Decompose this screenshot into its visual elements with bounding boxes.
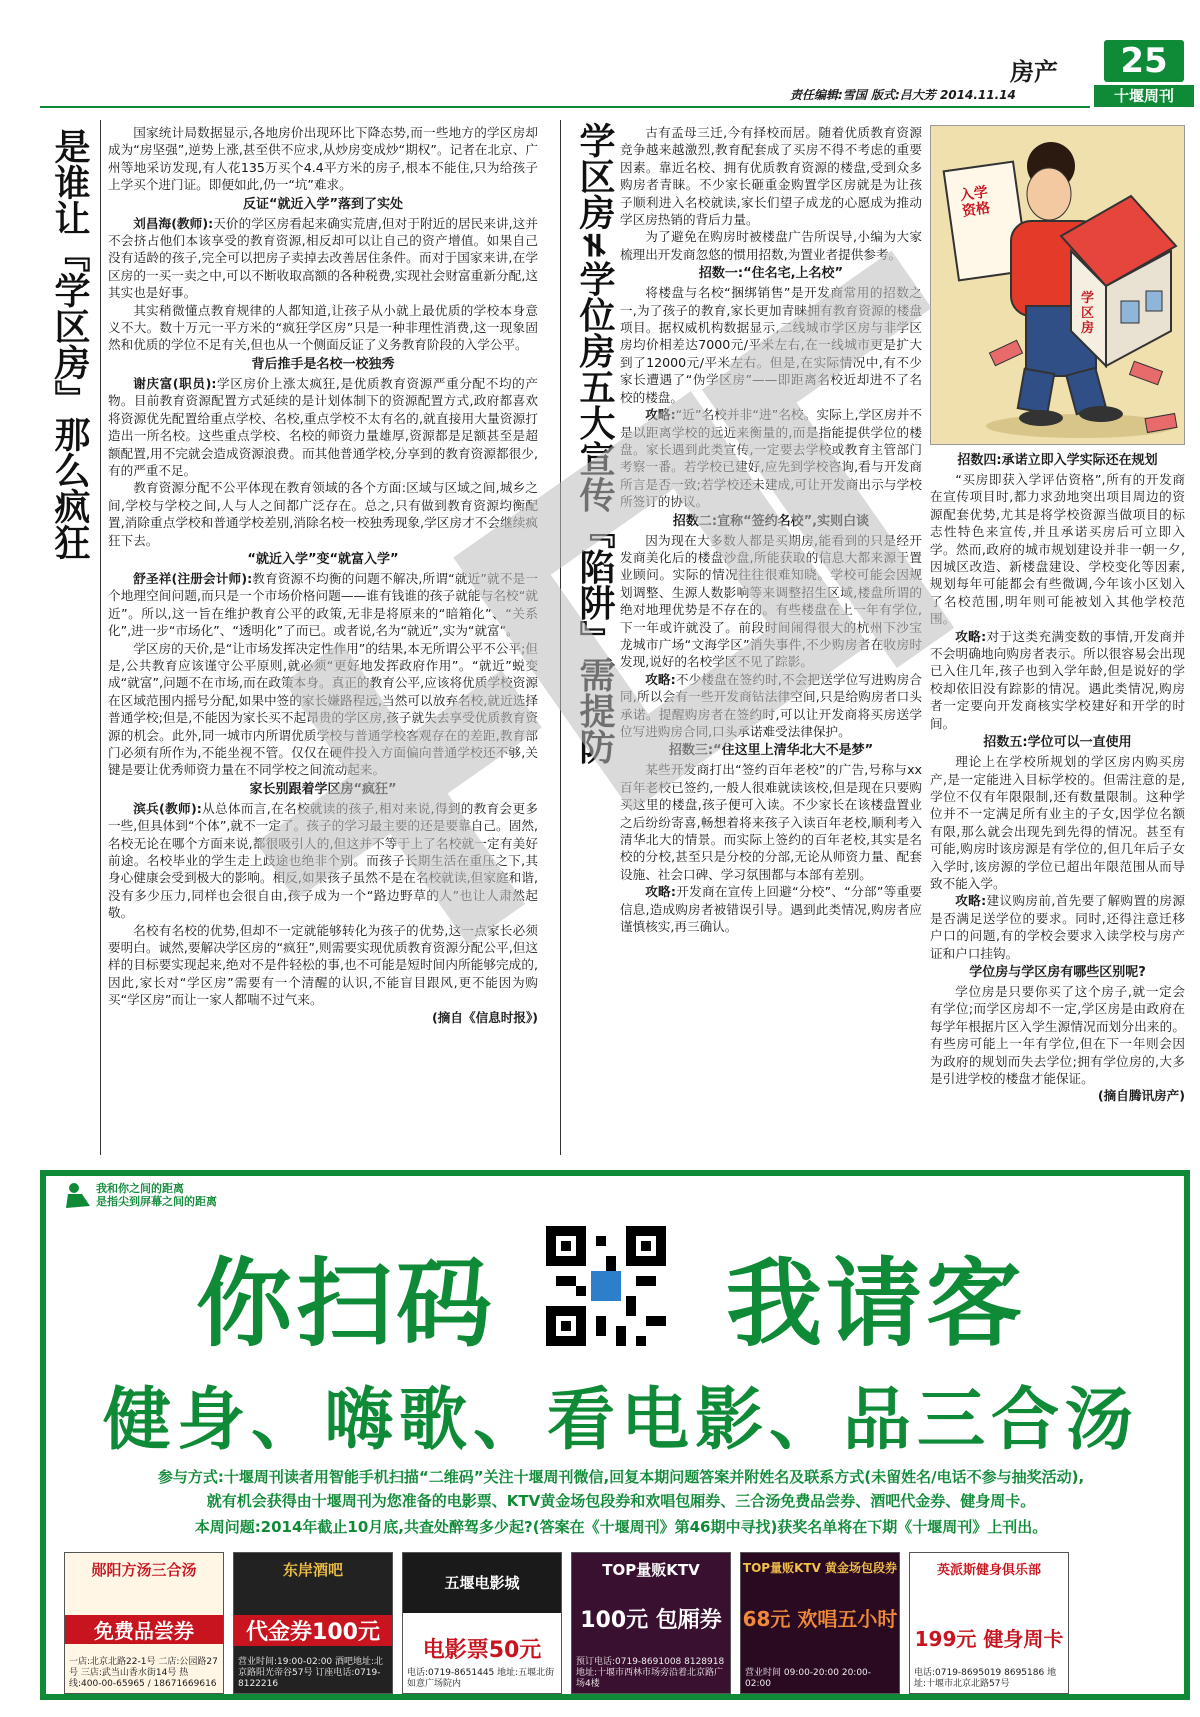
paragraph: 学区房价上涨太疯狂,是优质教育资源严重分配不均的产物。目前教育资源配置方式延续的是计划体制下的资源配置方式,政府都喜欢将资源优先配置给重点学校、名校,重点学校不太有名的,就直接用大量资源打造出一所名校。这些重点学校、名校的师资力量雄厚,资源都是足额甚至是超额配置,用不完就会造成资源浪费。而其他普通学校,分享到的教育资源都很少,有的严重不足。 bbox=[108, 375, 538, 478]
ad-slogan bbox=[96, 1182, 217, 1208]
paragraph: 对于这类充满变数的事情,开发商并不会明确地向购房者表示。所以很容易会出现已入住几年,孩子也到入学年龄,但是说好的学校却依旧没有踪影的情况。遇此类情况,购房者一定要向开发商核实学校建好和开学的时间。 bbox=[930, 628, 1185, 731]
subhead: 背后推手是名校一校独秀 bbox=[251, 356, 395, 372]
paragraph: 天价的学区房看起来确实荒唐,但对于附近的居民来讲,这并不会挤占他们本该享受的教育资源,相反却可以让自己的资产增值。如果自己没有适龄的孩子,完全可以把房子卖掉去改善居住条件。而对于国家来讲,在学区房的一买一卖之中,可以不断收取高额的各种税费,实现社会财富重新分配,这其实也是好事。 bbox=[108, 215, 538, 301]
section-name: 房产 bbox=[1010, 57, 1058, 86]
subhead: 招数二:宣称“签约名校”,实则白谈 bbox=[672, 513, 870, 529]
divider bbox=[560, 120, 561, 1155]
coupon-value: 199元 健身周卡 bbox=[914, 1627, 1064, 1651]
ad-headline-left: 你扫码 bbox=[196, 1248, 496, 1360]
slogan-line: 是指尖到屏幕之间的距离 bbox=[96, 1195, 217, 1208]
coupon-info: 电话:0719-8695019 8695186 地址:十堰市北京北路57号 bbox=[914, 1668, 1057, 1689]
paragraph: 为了避免在购房时被楼盘广告所误导,小编为大家梳理出开发商忽悠的惯用招数,为置业者提供参考。 bbox=[620, 229, 922, 262]
coupon-gym bbox=[909, 1552, 1069, 1694]
coupon-info: 营业时间:19:00-02:00 酒吧地址:北京路阳光帝谷57号 订座电话:0719-8122216 bbox=[238, 1657, 384, 1689]
subhead: 招数三:“住这里上清华北大不是梦” bbox=[668, 743, 874, 759]
divider bbox=[100, 120, 101, 1155]
article2-title: 学区房≠学位房五大宣传『陷阱』需提防 bbox=[574, 122, 616, 765]
subhead: “就近入学”变“就富入学” bbox=[247, 551, 399, 567]
coupon-title: TOP量贩KTV 黄金场包段券 bbox=[742, 1561, 898, 1575]
illus-sign-text: 入学资格 bbox=[958, 184, 992, 220]
speaker-name: 刘昌海(教师): bbox=[133, 215, 214, 231]
paragraph: 某些开发商打出“签约百年老校”的广告,号称与xx百年老校已签约,一般人很难就读该校,但是现在只要购买这里的楼盘,孩子便可入读。不少家长在该楼盘置业之后纷纷寄喜,畅想着将来孩子入读百年老校,顺利考入清华北大的情景。而实际上签约的百年老校,其实是名校的分校,甚至只是分校的分部,无论从师资力量、配套设施、社会口碑、学习氛围都与本部有差别。 bbox=[620, 762, 922, 882]
coupon-title: 东岸酒吧 bbox=[282, 1561, 343, 1579]
subhead: 招数五:学位可以一直使用 bbox=[983, 735, 1132, 751]
coupon-info: 营业时间 09:00-20:00 20:00-02:00 bbox=[745, 1668, 872, 1689]
coupon-ktv bbox=[571, 1552, 731, 1694]
paragraph: 学位房是只要你买了这个房子,就一定会有学位;而学区房却不一定,学区房是由政府在每学年根据片区入学生源情况而划分出来的。有些房可能上一年有学位,但在下一年则会因为政府的规划而失去学位;拥有学位房的,大多是引进学校的楼盘才能保证。 bbox=[930, 983, 1185, 1086]
paragraph: 理论上在学校所规划的学区房内购买房产,是一定能进入目标学校的。但需注意的是,学位不仅有年限限制,还有数量限制。这种学位并不一定满足所有业主的子女,因学位名额有限,那么就会出现先到先得的情况。甚至有可能,购房时该房源是有学位的,但几年后子女入学时,该房源的学位已超出年限范围从而导致不能入学。 bbox=[930, 754, 1185, 891]
coupon-value: 68元 欢唱五小时 bbox=[742, 1607, 898, 1631]
paragraph: 教育资源分配不公平体现在教育领域的各个方面:区域与区域之间,城乡之间,学校与学校之间,人与人之间都广泛存在。总之,只有做到教育资源均衡配置,消除重点学校和普通学校差别,消除名校一校独秀现象,学区房才不会继续疯狂下去。 bbox=[108, 480, 538, 548]
article1-intro: 国家统计局数据显示,各地房价出现环比下降态势,而一些地方的学区房却成为“房坚强”,逆势上涨,甚至供不应求,从炒房变成炒“期权”。记者在北京、广州等地采访发现,有人花135万买个4.4平方米的房子,根本不能住,只为给孩子上学买个进门证。即便如此,仍一“坑”难求。 bbox=[108, 125, 538, 193]
speaker-name: 舒圣祥(注册会计师): bbox=[133, 570, 253, 586]
coupon-value: 100元 包厢券 bbox=[580, 1608, 722, 1633]
header-rule bbox=[40, 106, 1090, 108]
paragraph: 教育资源不均衡的问题不解决,所谓“就近”就不是一个地理空间问题,而只是一个市场价格问题——谁有钱谁的孩子就能与名校“就近”。所以,这一旨在维护教育公平的政策,无非是将原来的“暗箱化”、“关系化”,进一步“市场化”、“透明化”了而已。或者说,名为“就近”,实为“就富”。 bbox=[108, 570, 538, 639]
subhead: 学位房与学区房有哪些区别呢? bbox=[969, 964, 1146, 980]
coupon-info: 一店:北京北路22-1号 二店:公园路27号 三店:武当山香水街14号 热线:400-00-65965 / 18671669616 bbox=[69, 1657, 218, 1689]
article2-col1 bbox=[620, 124, 922, 935]
ad-subheadline: 健身、嗨歌、看电影、品三合汤 bbox=[102, 1381, 1139, 1460]
coupon-title: 英派斯健身俱乐部 bbox=[936, 1563, 1041, 1578]
coupon-ktv-golden bbox=[740, 1552, 900, 1694]
cartoon-illustration bbox=[930, 125, 1185, 445]
paragraph: 其实稍微懂点教育规律的人都知道,让孩子从小就上最优质的学校本身意义不大。数十万元一平方米的“疯狂学区房”只是一种非理性消费,这一现象固然和优质的学位不足有关,但也从一个侧面反证了义务教育阶段的入学公平。 bbox=[108, 302, 538, 353]
person-icon bbox=[64, 1182, 94, 1210]
coupon-bar bbox=[233, 1552, 393, 1694]
advertisement bbox=[40, 1170, 1190, 1700]
coupon-title: 五堰电影城 bbox=[403, 1553, 561, 1613]
qr-code[interactable] bbox=[546, 1226, 666, 1346]
article2-col2 bbox=[930, 450, 1185, 1105]
paragraph: 将楼盘与名校“捆绑销售”是开发商常用的招数之一,为了孩子的教育,家长更加青睐拥有教育资源的楼盘项目。据权威机构数据显示,二线城市学区房与非学区房均价相差达7000元/平米左右,在一线城市更是扩大到了12000元/平米左右。但是,在实际情况中,有不少家长遭遇了“伪学区房”——即距离名校近却进不了名校的楼盘。 bbox=[620, 285, 922, 405]
ad-instructions: 参与方式:十堰周刊读者用智能手机扫描“二维码”关注十堰周刊微信,回复本期问题答案并附姓名及联系方式(未留姓名/电话不参与抽奖活动), bbox=[157, 1468, 1085, 1486]
coupon-info: 预订电话:0719-8691008 8128918 地址:十堰市西林市场旁沿着北京路广场4楼 bbox=[576, 1657, 725, 1689]
article1-title: 是谁让『学区房』那么疯狂 bbox=[49, 128, 91, 560]
coupon-value: 电影票50元 bbox=[422, 1638, 542, 1663]
paragraph: 学区房的天价,是“让市场发挥决定性作用”的结果,本无所谓公平不公平;但是,公共教育应该谨守公平原则,就必须“更好地发挥政府作用”。“就近”蜕变成“就富”,问题不在市场,而在政策本身。真正的教育公平,应该将优质学校资源在区域范围内摇号分配,如果中签的家长嫌路程远,当然可以放弃名校,就近选择普通学校;但是,不能因为家长买不起昂贵的学区房,孩子就失去享受优质教育资源的机会。此外,同一城市内所谓优质学校与普通学校客观存在的差距,教育部门必须有所作为,不能坐视不管。仅仅在硬件投入方面偏向普通学校还不够,关键是要让优秀师资力量在不同学校之间流动起来。 bbox=[108, 640, 538, 778]
speaker-name: 谢庆富(职员): bbox=[133, 375, 217, 391]
tip-label: 攻略: bbox=[645, 884, 676, 900]
editor-credits: 责任编辑:雪国 版式:吕大芳 2014.11.14 bbox=[790, 88, 1016, 102]
paragraph: 开发商在宣传上回避“分校”、“分部”等重要信息,造成购房者被错误引导。遇到此类情况,购房者应谨慎核实,再三确认。 bbox=[620, 884, 922, 935]
article1-body bbox=[108, 124, 538, 1026]
tip-label: 攻略: bbox=[955, 628, 987, 644]
page-header bbox=[0, 0, 1200, 110]
article-source: (摘自腾讯房产) bbox=[1097, 1088, 1185, 1104]
ad-question: 本周问题:2014年截止10月底,共查处醉驾多少起?(答案在《十堰周刊》第46期中寻找)获奖名单将在下期《十堰周刊》上刊出。 bbox=[194, 1518, 1048, 1536]
subhead: 招数四:承诺立即入学实际还在规划 bbox=[957, 453, 1158, 468]
paragraph: “买房即获入学评估资格”,所有的开发商在宣传项目时,都力求劲地突出项目周边的资源配套优势,尤其是将学校资源当做项目的标志性特色来宣传,并且承诺买房后可立即入学。然而,政府的城市规划建设并非一朝一夕,因城区改造、新楼盘建设、学校变化等因素,规划每年可能都会有些微调,今年该小区划入了名校范围,明年则可能被划入其他学校范围。 bbox=[930, 472, 1185, 627]
coupon-sanhetang bbox=[64, 1552, 224, 1694]
coupon-value: 免费品尝券 bbox=[65, 1615, 223, 1644]
tip-label: 攻略: bbox=[645, 671, 676, 687]
paragraph: “近”名校并非“进”名校。实际上,学区房并不是以距离学校的远近来衡量的,而是指能提供学位的楼盘。家长遇到此类宣传,一定要去学校或教育主管部门考察一番。若学校已建好,应先到学校咨询,看与开发商所言是否一致;若学校还未建成,可让开发商出示与学校所签订的协议。 bbox=[620, 407, 922, 510]
coupon-title: 郧阳方汤三合汤 bbox=[91, 1561, 197, 1579]
tip-label: 攻略: bbox=[955, 893, 987, 909]
subhead: 反证“就近入学”落到了实处 bbox=[242, 196, 404, 212]
ad-headline-right: 我请客 bbox=[726, 1248, 1026, 1360]
paragraph: 名校有名校的优势,但却不一定就能够转化为孩子的优势,这一点家长必须要明白。诚然,要解决学区房的“疯狂”,则需要实现优质教育资源分配公平,但这样的目标要实现起来,绝对不是件轻松的事,也不可能是短时间内所能够完成的,因此,家长对“学区房”需要有一个清醒的认识,不能盲目跟风,更不能因为购买“学区房”而让一家人都喘不过气来。 bbox=[108, 922, 538, 1008]
publication-name: 十堰周刊 bbox=[1094, 85, 1194, 107]
coupon-info: 电话:0719-8651445 地址:五堰北街如意广场院内 bbox=[407, 1668, 555, 1689]
tip-label: 攻略: bbox=[645, 407, 676, 423]
subhead: 招数一:“住名宅,上名校” bbox=[698, 266, 844, 282]
page-number: 25 bbox=[1104, 40, 1184, 82]
paragraph: 不少楼盘在签约时,不会把送学位写进购房合同,所以会有一些开发商钻法律空间,只是给购房者口头承诺。提醒购房者在签约时,可以让开发商将买房送学位写进购房合同,口头承诺难受法律保护。 bbox=[620, 671, 922, 739]
ad-prizes: 就有机会获得由十堰周刊为您准备的电影票、KTV黄金场包段券和欢唱包厢券、三合汤免费品尝券、酒吧代金券、健身周卡。 bbox=[206, 1492, 1036, 1510]
article-source: (摘自《信息时报》) bbox=[432, 1009, 538, 1025]
illus-house-text: 学区房 bbox=[1081, 291, 1095, 336]
article2-intro: 古有孟母三迁,今有择校而居。随着优质教育资源竞争越来越激烈,教育配套成了买房不得不考虑的重要因素。靠近名校、拥有优质教育资源的楼盘,受到众多购房者青睐。不少家长砸重金购置学区房就是为让孩子顺利进入名校就读,家长们望子成龙的心愿成为推动学区房热销的背后力量。 bbox=[620, 125, 922, 228]
slogan-line: 我和你之间的距离 bbox=[96, 1182, 184, 1195]
speaker-name: 滨兵(教师): bbox=[133, 800, 202, 816]
paragraph: 建议购房前,首先要了解购置的房源是否满足送学位的要求。同时,还得注意迁移户口的问题,有的学校会要求入读学校与房产证和户口挂钩。 bbox=[930, 893, 1185, 961]
cartoon-svg bbox=[931, 126, 1185, 445]
paragraph: 从总体而言,在名校就读的孩子,相对来说,得到的教育会更多一些,但具体到“个体”,就不一定了。孩子的学习最主要的还是要靠自己。固然,名校无论在哪个方面来说,都很吸引人的,但这并不等于上了名校就一定有美好前途。名校毕业的学生走上歧途也绝非个别。而孩子长期生活在重压之下,其身心健康会受到极大的影响。相反,如果孩子虽然不是在名校就读,但家庭和谐,没有多少压力,同样也会很自由,孩子成为一个“路边野草的人”也让人肃然起敬。 bbox=[108, 800, 538, 921]
coupon-title: TOP量贩KTV bbox=[602, 1561, 700, 1579]
subhead: 家长别跟着学区房“疯狂” bbox=[249, 781, 397, 797]
coupon-value: 代金券100元 bbox=[234, 1615, 392, 1646]
coupon-cinema bbox=[402, 1552, 562, 1694]
paragraph: 因为现在大多数人都是买期房,能看到的只是经开发商美化后的楼盘沙盘,所能获取的信息大都来源于置业顾问。实际的情况往往很难知晓。学校可能会因规划调整、生源人数影响等来调整招生区域,楼盘所谓的绝对地理优势是不存在的。有些楼盘在上一年有学位,下一年或许就没了。前段时间闹得很大的杭州下沙宝龙城市广场“文海学区”消失事件,不少购房者在收房时发现,说好的名校学区不见了踪影。 bbox=[620, 532, 922, 670]
